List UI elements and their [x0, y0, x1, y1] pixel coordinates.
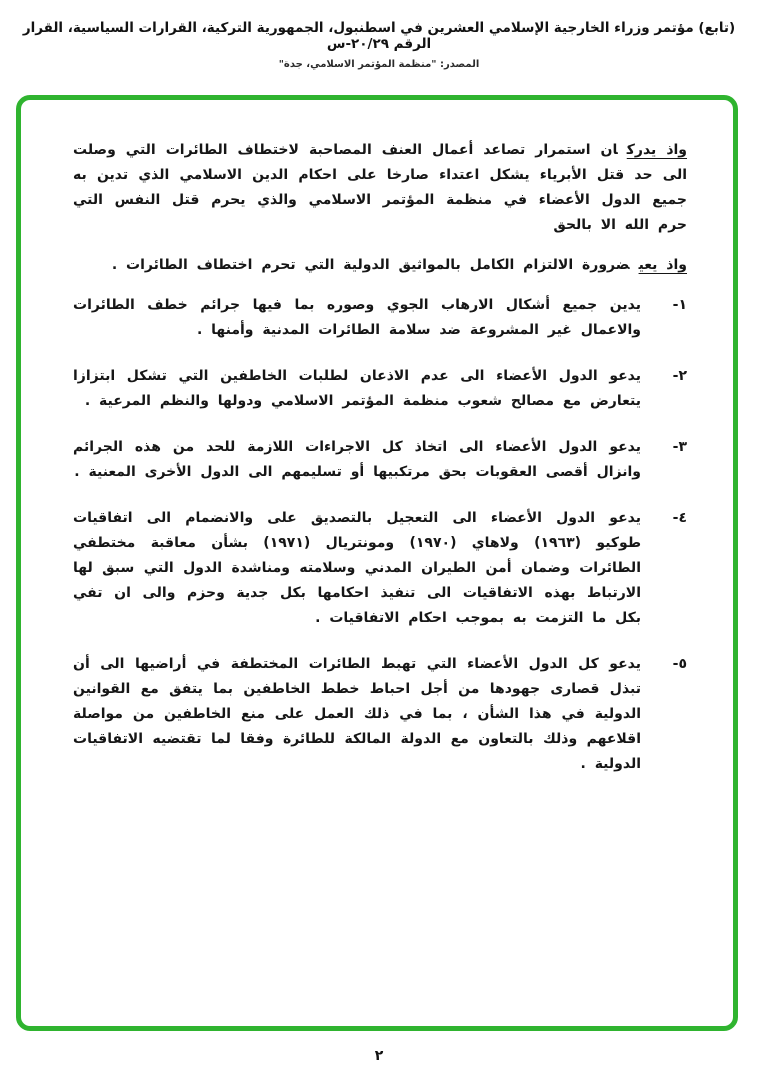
list-item-2	[73, 364, 687, 414]
page-number: ٢	[374, 1048, 384, 1064]
item-number-5: ٥-	[672, 656, 687, 672]
item-text-3: يدعو الدول الأعضاء الى اتخاذ كل الاجراءات اللازمة للحد من هذه الجرائم وانزال أقصى العقوبات بحق مرتكبيها أو تسليمهم الى الدول الأخرى المعنية .	[73, 439, 641, 480]
item-number-3: ٣-	[672, 439, 687, 455]
list-item-4	[73, 506, 687, 631]
document-title: (تابع) مؤتمر وزراء الخارجية الإسلامي العشرين في اسطنبول، الجمهورية التركية، القرارات السياسية، القرار الرقم ٢٠/٢٩-س	[22, 20, 736, 52]
document-header	[0, 20, 758, 70]
item-number-2: ٢-	[672, 368, 687, 384]
document-body	[21, 100, 733, 814]
list-item-3	[73, 435, 687, 485]
underlined-lead-word-1: واذ يدرك	[626, 142, 688, 158]
preamble-paragraph-2	[73, 253, 687, 278]
item-number-1: ١-	[672, 297, 687, 313]
underlined-lead-word-2: واذ يعي	[638, 257, 687, 273]
preamble-paragraph-1	[73, 138, 687, 238]
item-text-5: يدعو كل الدول الأعضاء التي تهبط الطائرات المختطفة في أراضيها الى أن تبذل قصارى جهودها من أجل احباط خطط الخاطفين بما يتفق مع القوانين الدولية في هذا الشأن ، بما في ذلك العمل على منع الخاطفين من مواصلة اقلاعهم وذلك بالتعاون مع الدولة المالكة للطائرة وفقا لما تقتضيه الاتفاقيات الدولية .	[73, 656, 641, 772]
green-border-frame	[16, 95, 738, 1031]
paragraph-text-1: ان استمرار تصاعد أعمال العنف المصاحبة لاختطاف الطائرات التي وصلت الى حد قتل الأبرياء يشكل اعتداء صارخا على احكام الدين الاسلامي الذي تدين به جميع الدول الأعضاء في منظمة المؤتمر الاسلامي والذي يحرم قتل النفس التي حرم الله الا بالحق	[73, 142, 687, 233]
item-number-4: ٤-	[672, 510, 687, 526]
paragraph-text-2: ضرورة الالتزام الكامل بالمواثيق الدولية التي تحرم اختطاف الطائرات .	[111, 257, 630, 273]
document-source: المصدر: "منظمة المؤتمر الاسلامي، جدة"	[278, 59, 480, 70]
resolution-clauses-list	[73, 293, 687, 777]
item-text-4: يدعو الدول الأعضاء الى التعجيل بالتصديق على والانضمام الى اتفاقيات طوكيو (١٩٦٣) ولاهاي (١٩٧٠) ومونتريال (١٩٧١) بشأن معاقبة مختطفي الطائرات وضمان أمن الطيران المدني وسلامته ومناشدة الدول التي سبق لها الارتباط بهذه الاتفاقيات الى تنفيذ احكامها بكل جدية وحزم والى ان تفي بكل ما التزمت به بموجب احكام الاتفاقيات .	[73, 510, 642, 626]
item-text-1: يدين جميع أشكال الارهاب الجوي وصوره بما فيها جرائم خطف الطائرات والاعمال غير المشروعة ضد سلامة الطائرات المدنية وأمنها .	[73, 297, 641, 338]
list-item-5	[73, 652, 687, 777]
list-item-1	[73, 293, 687, 343]
item-text-2: يدعو الدول الأعضاء الى عدم الاذعان لطلبات الخاطفين التي تشكل ابتزازا يتعارض مع مصالح شعوب منظمة المؤتمر الاسلامي ودولها والنظم المرعية .	[73, 368, 641, 409]
